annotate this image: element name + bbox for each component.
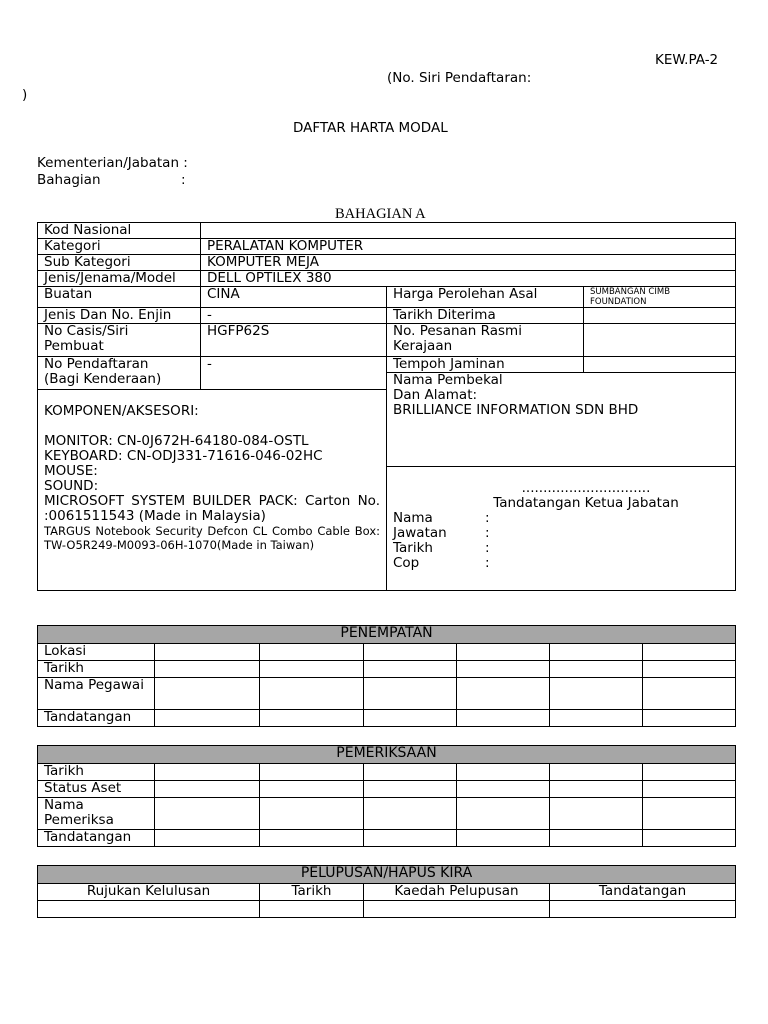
enjin-label: Jenis Dan No. Enjin [38,308,201,324]
sig-nama-label: Nama [393,510,433,526]
form-code: KEW.PA-2 [655,52,719,68]
pendaftaran-label [38,357,201,390]
casis-label-line2: Pembuat [44,338,104,354]
kategori-label: Kategori [38,239,201,255]
sub-kategori-label: Sub Kategori [38,255,201,271]
pemeriksaan-row-label: Tarikh [38,764,155,781]
pendaftaran-value: - [201,357,387,390]
sig-cop-label: Cop [393,555,420,571]
pesanan-label-line2: Kerajaan [393,338,453,354]
pemeriksaan-table [37,745,736,847]
ministry-label: Kementerian/Jabatan : [37,155,188,171]
penempatan-row-label: Nama Pegawai [38,678,155,710]
harga-value: SUMBANGAN CIMB FOUNDATION [584,287,736,308]
pelupusan-title: PELUPUSAN/HAPUS KIRA [38,866,736,884]
serial-number-label: (No. Siri Pendaftaran: [387,70,532,86]
targus-item: TARGUS Notebook Security Defcon CL Combo Cable Box: TW-O5R249-M0093-06H-1070(Made in Taiwan) [44,524,380,552]
jaminan-label: Tempoh Jaminan [387,357,584,373]
mouse-serial: MOUSE: [44,463,98,479]
kod-nasional-label: Kod Nasional [38,223,201,239]
penempatan-row-label: Lokasi [38,644,155,661]
sub-kategori-value: KOMPUTER MEJA [201,255,736,271]
pelupusan-table [37,865,736,918]
model-label: Jenis/Jenama/Model [38,271,201,287]
microsoft-pack: MICROSOFT SYSTEM BUILDER PACK: Carton No. :0061511543 (Made in Malaysia) [44,493,380,524]
model-value: DELL OPTILEX 380 [201,271,736,287]
casis-value: HGFP62S [201,324,387,357]
pelupusan-col-rujukan: Rujukan Kelulusan [38,884,260,901]
keyboard-serial: KEYBOARD: CN-ODJ331-71616-046-02HC [44,448,323,464]
penempatan-title: PENEMPATAN [38,626,736,644]
pemeriksaan-row-label: Nama Pemeriksa [38,798,155,830]
buatan-value: CINA [201,287,387,308]
pembekal-value: BRILLIANCE INFORMATION SDN BHD [393,402,639,418]
serial-number-close: ) [22,87,28,103]
casis-label [38,324,201,357]
asset-details-table [37,222,736,591]
komponen-cell [38,390,387,591]
buatan-label: Buatan [38,287,201,308]
pesanan-label-line1: No. Pesanan Rasmi [393,323,522,339]
sig-nama-colon: : [485,510,490,526]
pendaftaran-label-line1: No Pendaftaran [44,356,149,372]
penempatan-row-label: Tarikh [38,661,155,678]
division-colon: : [181,172,186,188]
signature-title: Tandatangan Ketua Jabatan [493,495,679,511]
harga-label: Harga Perolehan Asal [387,287,584,308]
pelupusan-col-kaedah: Kaedah Pelupusan [364,884,550,901]
section-a-heading: BAHAGIAN A [335,206,426,222]
sound-serial: SOUND: [44,478,99,494]
kategori-value: PERALATAN KOMPUTER [201,239,736,255]
sig-cop-colon: : [485,555,490,571]
pelupusan-col-tandatangan: Tandatangan [550,884,736,901]
division-label: Bahagian [37,172,101,188]
pendaftaran-label-line2: (Bagi Kenderaan) [44,371,162,387]
sig-tarikh-label: Tarikh [393,540,433,556]
monitor-serial: MONITOR: CN-0J672H-64180-084-OSTL [44,433,309,449]
kod-nasional-value [201,223,736,239]
pelupusan-col-tarikh: Tarikh [260,884,364,901]
jaminan-value [584,357,736,373]
casis-label-line1: No Casis/Siri [44,323,129,339]
pembekal-cell [387,373,736,467]
pembekal-label-line2: Dan Alamat: [393,387,478,403]
penempatan-table [37,625,736,727]
pesanan-value [584,324,736,357]
pemeriksaan-row-label: Tandatangan [38,830,155,847]
pemeriksaan-row-label: Status Aset [38,781,155,798]
sig-jawatan-colon: : [485,525,490,541]
komponen-heading: KOMPONEN/AKSESORI: [44,403,199,419]
signature-cell [387,467,736,591]
signature-dots: .............................. [521,480,651,496]
pemeriksaan-title: PEMERIKSAAN [38,746,736,764]
tarikh-diterima-label: Tarikh Diterima [387,308,584,324]
document-title: DAFTAR HARTA MODAL [293,120,448,136]
enjin-value: - [201,308,387,324]
sig-jawatan-label: Jawatan [393,525,447,541]
pesanan-label [387,324,584,357]
pembekal-label-line1: Nama Pembekal [393,372,503,388]
sig-tarikh-colon: : [485,540,490,556]
tarikh-diterima-value [584,308,736,324]
penempatan-row-label: Tandatangan [38,710,155,727]
